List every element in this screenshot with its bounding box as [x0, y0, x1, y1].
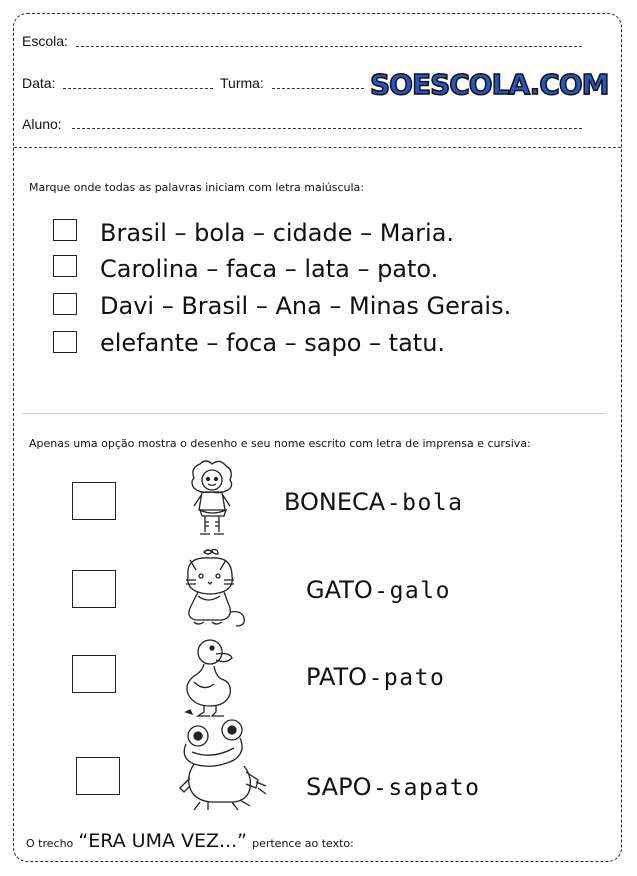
picture-3-separator: - [371, 666, 380, 691]
option-1-text: Brasil – bola – cidade – Maria. [100, 219, 455, 247]
section-divider [22, 413, 606, 414]
checkbox-option-3[interactable] [53, 293, 77, 315]
soescola-logo: SOESCOLA.COM [370, 68, 609, 101]
picture-4-separator: - [375, 776, 384, 801]
next-question-prefix: O trecho [26, 837, 74, 850]
checkbox-option-1[interactable] [53, 219, 77, 241]
picture-1-separator: - [389, 491, 398, 516]
picture-2-label [306, 576, 451, 604]
header-divider [14, 147, 621, 148]
turma-field[interactable] [272, 88, 364, 89]
picture-4-cursive: sapato [388, 775, 481, 801]
next-question-quote: “ERA UMA VEZ...” [78, 830, 247, 852]
option-4-text: elefante – foca – sapo – tatu. [100, 329, 446, 357]
picture-1-label [284, 488, 463, 516]
escola-field[interactable] [76, 46, 582, 47]
picture-2-separator: - [377, 579, 386, 604]
checkbox-picture-3[interactable] [72, 655, 116, 693]
section2-instruction: Apenas uma opção mostra o desenho e seu nome escrito com letra de imprensa e cursiva: [29, 437, 531, 450]
duck-icon [180, 634, 240, 718]
checkbox-option-4[interactable] [53, 331, 77, 353]
checkbox-option-2[interactable] [53, 255, 77, 277]
picture-1-cursive: bola [402, 490, 464, 516]
checkbox-picture-2[interactable] [72, 570, 116, 608]
data-label: Data: [22, 75, 56, 91]
cat-icon [176, 546, 252, 630]
next-question [26, 830, 354, 852]
checkbox-picture-1[interactable] [72, 482, 116, 520]
option-3-text: Davi – Brasil – Ana – Minas Gerais. [100, 292, 512, 320]
aluno-label: Aluno: [22, 116, 62, 132]
aluno-field[interactable] [72, 128, 582, 129]
next-question-suffix: pertence ao texto: [252, 837, 354, 850]
picture-2-cursive: galo [389, 578, 451, 604]
picture-1-print: BONECA [284, 488, 386, 516]
picture-3-cursive: pato [383, 665, 446, 691]
picture-2-print: GATO [306, 576, 373, 604]
checkbox-picture-4[interactable] [76, 757, 120, 795]
picture-3-label [306, 663, 445, 691]
data-field[interactable] [63, 88, 213, 89]
frog-icon [176, 718, 272, 812]
picture-4-print: SAPO [306, 773, 372, 801]
picture-3-print: PATO [306, 663, 368, 691]
picture-4-label [306, 773, 480, 801]
option-2-text: Carolina – faca – lata – pato. [100, 255, 439, 283]
section1-instruction: Marque onde todas as palavras iniciam com letra maiúscula: [29, 181, 364, 194]
doll-icon [180, 460, 244, 542]
escola-label: Escola: [22, 33, 68, 49]
turma-label: Turma: [220, 75, 264, 91]
